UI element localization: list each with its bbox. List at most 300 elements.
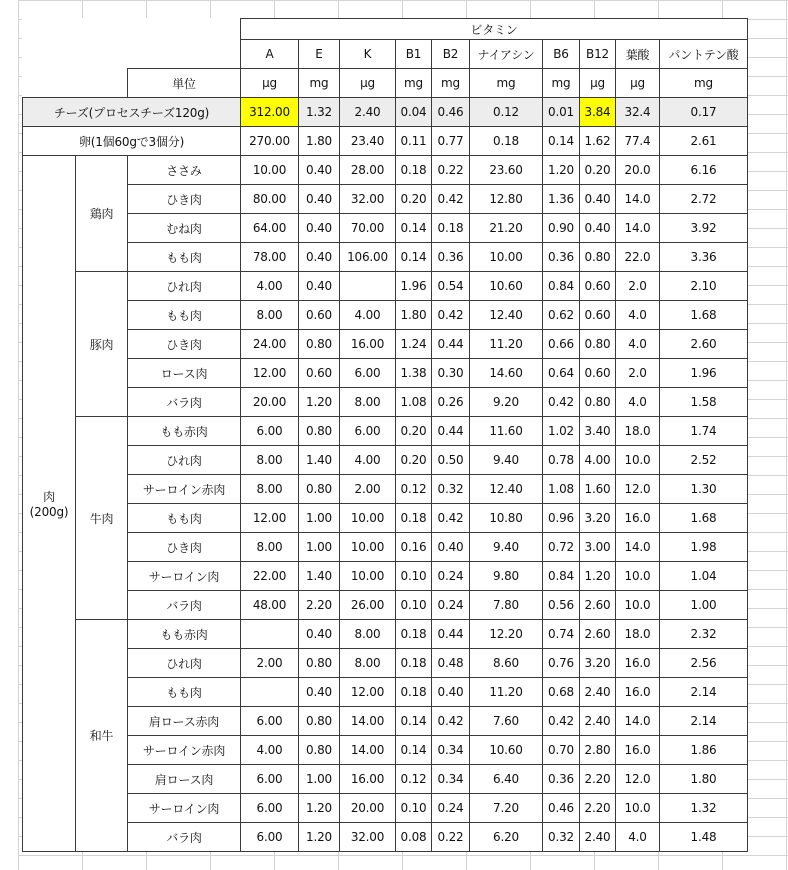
value-cell-1-2-4[interactable]: 0.44 [432, 330, 470, 359]
column-header-1[interactable]: E [299, 40, 340, 69]
value-cell-3-1-1[interactable]: 0.80 [299, 649, 340, 678]
value-cell-cheese-3[interactable]: 0.04 [396, 98, 432, 127]
value-cell-3-6-0[interactable]: 6.00 [241, 794, 299, 823]
value-cell-2-4-5[interactable]: 9.40 [470, 533, 543, 562]
value-cell-2-3-8[interactable]: 16.0 [616, 504, 660, 533]
value-cell-2-3-5[interactable]: 10.80 [470, 504, 543, 533]
value-cell-3-4-0[interactable]: 4.00 [241, 736, 299, 765]
value-cell-1-1-9[interactable]: 1.68 [660, 301, 748, 330]
value-cell-2-2-0[interactable]: 8.00 [241, 475, 299, 504]
value-cell-2-5-5[interactable]: 9.80 [470, 562, 543, 591]
value-cell-3-5-9[interactable]: 1.80 [660, 765, 748, 794]
value-cell-3-4-1[interactable]: 0.80 [299, 736, 340, 765]
value-cell-cheese-7[interactable]: 3.84 [580, 98, 616, 127]
value-cell-2-5-7[interactable]: 1.20 [580, 562, 616, 591]
unit-cell-0[interactable]: μg [241, 69, 299, 98]
value-cell-1-3-7[interactable]: 0.60 [580, 359, 616, 388]
value-cell-2-4-1[interactable]: 1.00 [299, 533, 340, 562]
value-cell-2-4-0[interactable]: 8.00 [241, 533, 299, 562]
value-cell-3-2-5[interactable]: 11.20 [470, 678, 543, 707]
value-cell-2-0-2[interactable]: 6.00 [340, 417, 396, 446]
value-cell-3-0-2[interactable]: 8.00 [340, 620, 396, 649]
value-cell-3-7-5[interactable]: 6.20 [470, 823, 543, 852]
value-cell-0-0-2[interactable]: 28.00 [340, 156, 396, 185]
value-cell-3-3-1[interactable]: 0.80 [299, 707, 340, 736]
value-cell-0-2-5[interactable]: 21.20 [470, 214, 543, 243]
value-cell-2-0-1[interactable]: 0.80 [299, 417, 340, 446]
value-cell-1-4-3[interactable]: 1.08 [396, 388, 432, 417]
column-header-0[interactable]: A [241, 40, 299, 69]
value-cell-2-6-9[interactable]: 1.00 [660, 591, 748, 620]
value-cell-3-3-6[interactable]: 0.42 [543, 707, 580, 736]
value-cell-egg-9[interactable]: 2.61 [660, 127, 748, 156]
value-cell-3-5-4[interactable]: 0.34 [432, 765, 470, 794]
value-cell-3-2-9[interactable]: 2.14 [660, 678, 748, 707]
value-cell-egg-1[interactable]: 1.80 [299, 127, 340, 156]
value-cell-3-4-2[interactable]: 14.00 [340, 736, 396, 765]
value-cell-1-4-5[interactable]: 9.20 [470, 388, 543, 417]
value-cell-3-6-6[interactable]: 0.46 [543, 794, 580, 823]
column-header-8[interactable]: 葉酸 [616, 40, 660, 69]
unit-cell-2[interactable]: μg [340, 69, 396, 98]
value-cell-2-5-9[interactable]: 1.04 [660, 562, 748, 591]
value-cell-1-2-7[interactable]: 0.80 [580, 330, 616, 359]
value-cell-2-3-3[interactable]: 0.18 [396, 504, 432, 533]
value-cell-2-5-6[interactable]: 0.84 [543, 562, 580, 591]
value-cell-3-4-5[interactable]: 10.60 [470, 736, 543, 765]
row-label-1-1[interactable]: もも肉 [128, 301, 241, 330]
value-cell-3-1-7[interactable]: 3.20 [580, 649, 616, 678]
value-cell-2-3-4[interactable]: 0.42 [432, 504, 470, 533]
row-label-3-0[interactable]: もも赤肉 [128, 620, 241, 649]
value-cell-1-1-1[interactable]: 0.60 [299, 301, 340, 330]
unit-cell-7[interactable]: μg [580, 69, 616, 98]
value-cell-2-2-2[interactable]: 2.00 [340, 475, 396, 504]
value-cell-2-1-9[interactable]: 2.52 [660, 446, 748, 475]
value-cell-2-3-1[interactable]: 1.00 [299, 504, 340, 533]
value-cell-0-2-2[interactable]: 70.00 [340, 214, 396, 243]
value-cell-egg-2[interactable]: 23.40 [340, 127, 396, 156]
row-label-1-4[interactable]: バラ肉 [128, 388, 241, 417]
value-cell-egg-5[interactable]: 0.18 [470, 127, 543, 156]
value-cell-3-2-7[interactable]: 2.40 [580, 678, 616, 707]
value-cell-2-4-4[interactable]: 0.40 [432, 533, 470, 562]
value-cell-egg-0[interactable]: 270.00 [241, 127, 299, 156]
column-header-9[interactable]: パントテン酸 [660, 40, 748, 69]
value-cell-2-4-3[interactable]: 0.16 [396, 533, 432, 562]
value-cell-3-4-9[interactable]: 1.86 [660, 736, 748, 765]
value-cell-3-5-6[interactable]: 0.36 [543, 765, 580, 794]
value-cell-3-5-8[interactable]: 12.0 [616, 765, 660, 794]
value-cell-3-6-2[interactable]: 20.00 [340, 794, 396, 823]
value-cell-0-1-7[interactable]: 0.40 [580, 185, 616, 214]
value-cell-1-0-8[interactable]: 2.0 [616, 272, 660, 301]
value-cell-2-6-5[interactable]: 7.80 [470, 591, 543, 620]
value-cell-1-3-6[interactable]: 0.64 [543, 359, 580, 388]
value-cell-1-0-7[interactable]: 0.60 [580, 272, 616, 301]
value-cell-1-2-8[interactable]: 4.0 [616, 330, 660, 359]
unit-cell-1[interactable]: mg [299, 69, 340, 98]
value-cell-2-1-8[interactable]: 10.0 [616, 446, 660, 475]
row-label-2-4[interactable]: ひき肉 [128, 533, 241, 562]
value-cell-2-4-6[interactable]: 0.72 [543, 533, 580, 562]
row-label-0-0[interactable]: ささみ [128, 156, 241, 185]
value-cell-3-5-3[interactable]: 0.12 [396, 765, 432, 794]
value-cell-1-0-5[interactable]: 10.60 [470, 272, 543, 301]
value-cell-3-6-7[interactable]: 2.20 [580, 794, 616, 823]
value-cell-3-2-6[interactable]: 0.68 [543, 678, 580, 707]
value-cell-0-1-3[interactable]: 0.20 [396, 185, 432, 214]
value-cell-2-0-6[interactable]: 1.02 [543, 417, 580, 446]
value-cell-1-4-8[interactable]: 4.0 [616, 388, 660, 417]
value-cell-1-2-6[interactable]: 0.66 [543, 330, 580, 359]
value-cell-1-1-6[interactable]: 0.62 [543, 301, 580, 330]
value-cell-2-1-3[interactable]: 0.20 [396, 446, 432, 475]
value-cell-3-3-3[interactable]: 0.14 [396, 707, 432, 736]
value-cell-2-2-9[interactable]: 1.30 [660, 475, 748, 504]
value-cell-0-2-1[interactable]: 0.40 [299, 214, 340, 243]
value-cell-3-5-5[interactable]: 6.40 [470, 765, 543, 794]
value-cell-2-2-5[interactable]: 12.40 [470, 475, 543, 504]
value-cell-1-1-7[interactable]: 0.60 [580, 301, 616, 330]
value-cell-1-0-4[interactable]: 0.54 [432, 272, 470, 301]
value-cell-0-0-1[interactable]: 0.40 [299, 156, 340, 185]
value-cell-2-1-5[interactable]: 9.40 [470, 446, 543, 475]
value-cell-0-3-2[interactable]: 106.00 [340, 243, 396, 272]
value-cell-0-1-9[interactable]: 2.72 [660, 185, 748, 214]
value-cell-3-0-6[interactable]: 0.74 [543, 620, 580, 649]
value-cell-cheese-5[interactable]: 0.12 [470, 98, 543, 127]
value-cell-1-1-4[interactable]: 0.42 [432, 301, 470, 330]
value-cell-0-3-6[interactable]: 0.36 [543, 243, 580, 272]
unit-cell-6[interactable]: mg [543, 69, 580, 98]
value-cell-0-3-3[interactable]: 0.14 [396, 243, 432, 272]
value-cell-2-0-9[interactable]: 1.74 [660, 417, 748, 446]
value-cell-3-3-9[interactable]: 2.14 [660, 707, 748, 736]
value-cell-1-4-1[interactable]: 1.20 [299, 388, 340, 417]
value-cell-0-3-9[interactable]: 3.36 [660, 243, 748, 272]
column-header-6[interactable]: B6 [543, 40, 580, 69]
row-label-3-7[interactable]: バラ肉 [128, 823, 241, 852]
value-cell-0-3-7[interactable]: 0.80 [580, 243, 616, 272]
row-label-2-5[interactable]: サーロイン肉 [128, 562, 241, 591]
value-cell-2-3-2[interactable]: 10.00 [340, 504, 396, 533]
value-cell-1-0-2[interactable] [340, 272, 396, 301]
value-cell-1-0-0[interactable]: 4.00 [241, 272, 299, 301]
value-cell-3-0-4[interactable]: 0.44 [432, 620, 470, 649]
value-cell-1-0-3[interactable]: 1.96 [396, 272, 432, 301]
value-cell-2-0-8[interactable]: 18.0 [616, 417, 660, 446]
value-cell-3-0-0[interactable] [241, 620, 299, 649]
value-cell-cheese-4[interactable]: 0.46 [432, 98, 470, 127]
value-cell-3-2-4[interactable]: 0.40 [432, 678, 470, 707]
value-cell-cheese-2[interactable]: 2.40 [340, 98, 396, 127]
value-cell-3-7-0[interactable]: 6.00 [241, 823, 299, 852]
value-cell-3-4-3[interactable]: 0.14 [396, 736, 432, 765]
value-cell-0-2-7[interactable]: 0.40 [580, 214, 616, 243]
value-cell-3-4-6[interactable]: 0.70 [543, 736, 580, 765]
value-cell-1-0-9[interactable]: 2.10 [660, 272, 748, 301]
value-cell-1-0-1[interactable]: 0.40 [299, 272, 340, 301]
value-cell-cheese-8[interactable]: 32.4 [616, 98, 660, 127]
value-cell-1-1-5[interactable]: 12.40 [470, 301, 543, 330]
value-cell-3-4-7[interactable]: 2.80 [580, 736, 616, 765]
value-cell-2-5-2[interactable]: 10.00 [340, 562, 396, 591]
value-cell-1-1-3[interactable]: 1.80 [396, 301, 432, 330]
value-cell-2-5-8[interactable]: 10.0 [616, 562, 660, 591]
row-label-3-3[interactable]: 肩ロース赤肉 [128, 707, 241, 736]
value-cell-2-3-7[interactable]: 3.20 [580, 504, 616, 533]
value-cell-3-2-2[interactable]: 12.00 [340, 678, 396, 707]
value-cell-2-5-1[interactable]: 1.40 [299, 562, 340, 591]
value-cell-1-4-2[interactable]: 8.00 [340, 388, 396, 417]
value-cell-2-5-0[interactable]: 22.00 [241, 562, 299, 591]
row-label-2-3[interactable]: もも肉 [128, 504, 241, 533]
meat-category-cell[interactable] [23, 156, 76, 852]
value-cell-cheese-9[interactable]: 0.17 [660, 98, 748, 127]
unit-label[interactable]: 単位 [128, 69, 241, 98]
value-cell-3-5-7[interactable]: 2.20 [580, 765, 616, 794]
value-cell-0-0-7[interactable]: 0.20 [580, 156, 616, 185]
value-cell-2-5-4[interactable]: 0.24 [432, 562, 470, 591]
value-cell-1-4-4[interactable]: 0.26 [432, 388, 470, 417]
value-cell-3-6-5[interactable]: 7.20 [470, 794, 543, 823]
column-header-4[interactable]: B2 [432, 40, 470, 69]
value-cell-1-3-8[interactable]: 2.0 [616, 359, 660, 388]
value-cell-3-0-5[interactable]: 12.20 [470, 620, 543, 649]
value-cell-3-7-2[interactable]: 32.00 [340, 823, 396, 852]
value-cell-2-6-8[interactable]: 10.0 [616, 591, 660, 620]
value-cell-3-2-1[interactable]: 0.40 [299, 678, 340, 707]
value-cell-1-3-1[interactable]: 0.60 [299, 359, 340, 388]
value-cell-2-0-0[interactable]: 6.00 [241, 417, 299, 446]
value-cell-1-3-3[interactable]: 1.38 [396, 359, 432, 388]
row-label-3-5[interactable]: 肩ロース肉 [128, 765, 241, 794]
value-cell-1-4-6[interactable]: 0.42 [543, 388, 580, 417]
value-cell-egg-4[interactable]: 0.77 [432, 127, 470, 156]
value-cell-3-5-1[interactable]: 1.00 [299, 765, 340, 794]
value-cell-1-4-9[interactable]: 1.58 [660, 388, 748, 417]
row-label-3-2[interactable]: もも肉 [128, 678, 241, 707]
value-cell-2-3-6[interactable]: 0.96 [543, 504, 580, 533]
value-cell-1-3-0[interactable]: 12.00 [241, 359, 299, 388]
unit-cell-5[interactable]: mg [470, 69, 543, 98]
value-cell-1-2-0[interactable]: 24.00 [241, 330, 299, 359]
value-cell-1-2-5[interactable]: 11.20 [470, 330, 543, 359]
value-cell-egg-8[interactable]: 77.4 [616, 127, 660, 156]
value-cell-1-0-6[interactable]: 0.84 [543, 272, 580, 301]
value-cell-2-4-8[interactable]: 14.0 [616, 533, 660, 562]
value-cell-cheese-0[interactable]: 312.00 [241, 98, 299, 127]
value-cell-3-2-8[interactable]: 16.0 [616, 678, 660, 707]
row-label-2-2[interactable]: サーロイン赤肉 [128, 475, 241, 504]
row-label-0-3[interactable]: もも肉 [128, 243, 241, 272]
value-cell-1-1-0[interactable]: 8.00 [241, 301, 299, 330]
value-cell-3-1-6[interactable]: 0.76 [543, 649, 580, 678]
value-cell-egg-3[interactable]: 0.11 [396, 127, 432, 156]
value-cell-2-6-4[interactable]: 0.24 [432, 591, 470, 620]
value-cell-3-3-5[interactable]: 7.60 [470, 707, 543, 736]
value-cell-0-1-2[interactable]: 32.00 [340, 185, 396, 214]
value-cell-2-1-1[interactable]: 1.40 [299, 446, 340, 475]
unit-cell-4[interactable]: mg [432, 69, 470, 98]
value-cell-2-4-2[interactable]: 10.00 [340, 533, 396, 562]
value-cell-1-2-9[interactable]: 2.60 [660, 330, 748, 359]
row-label-1-0[interactable]: ひれ肉 [128, 272, 241, 301]
value-cell-3-7-3[interactable]: 0.08 [396, 823, 432, 852]
value-cell-2-4-7[interactable]: 3.00 [580, 533, 616, 562]
value-cell-3-1-5[interactable]: 8.60 [470, 649, 543, 678]
value-cell-0-1-4[interactable]: 0.42 [432, 185, 470, 214]
value-cell-3-1-8[interactable]: 16.0 [616, 649, 660, 678]
column-header-7[interactable]: B12 [580, 40, 616, 69]
value-cell-0-1-6[interactable]: 1.36 [543, 185, 580, 214]
value-cell-3-7-7[interactable]: 2.40 [580, 823, 616, 852]
value-cell-1-2-1[interactable]: 0.80 [299, 330, 340, 359]
value-cell-0-1-5[interactable]: 12.80 [470, 185, 543, 214]
row-label-egg[interactable]: 卵(1個60gで3個分) [23, 127, 241, 156]
column-header-5[interactable]: ナイアシン [470, 40, 543, 69]
value-cell-3-1-4[interactable]: 0.48 [432, 649, 470, 678]
value-cell-3-7-4[interactable]: 0.22 [432, 823, 470, 852]
value-cell-3-1-3[interactable]: 0.18 [396, 649, 432, 678]
value-cell-0-0-5[interactable]: 23.60 [470, 156, 543, 185]
meat-group-0[interactable]: 鶏肉 [76, 156, 128, 272]
value-cell-cheese-1[interactable]: 1.32 [299, 98, 340, 127]
row-label-3-1[interactable]: ひれ肉 [128, 649, 241, 678]
value-cell-3-0-3[interactable]: 0.18 [396, 620, 432, 649]
value-cell-0-2-4[interactable]: 0.18 [432, 214, 470, 243]
value-cell-2-6-6[interactable]: 0.56 [543, 591, 580, 620]
value-cell-2-2-7[interactable]: 1.60 [580, 475, 616, 504]
value-cell-2-6-7[interactable]: 2.60 [580, 591, 616, 620]
value-cell-1-3-9[interactable]: 1.96 [660, 359, 748, 388]
vitamin-group-header[interactable]: ビタミン [241, 19, 748, 40]
unit-cell-3[interactable]: mg [396, 69, 432, 98]
meat-group-3[interactable]: 和牛 [76, 620, 128, 852]
value-cell-3-1-2[interactable]: 8.00 [340, 649, 396, 678]
value-cell-2-2-3[interactable]: 0.12 [396, 475, 432, 504]
value-cell-3-4-8[interactable]: 16.0 [616, 736, 660, 765]
value-cell-2-2-6[interactable]: 1.08 [543, 475, 580, 504]
unit-cell-8[interactable]: μg [616, 69, 660, 98]
row-label-0-2[interactable]: むね肉 [128, 214, 241, 243]
value-cell-egg-6[interactable]: 0.14 [543, 127, 580, 156]
value-cell-3-6-4[interactable]: 0.24 [432, 794, 470, 823]
value-cell-0-1-8[interactable]: 14.0 [616, 185, 660, 214]
value-cell-2-0-5[interactable]: 11.60 [470, 417, 543, 446]
value-cell-2-1-4[interactable]: 0.50 [432, 446, 470, 475]
value-cell-0-3-0[interactable]: 78.00 [241, 243, 299, 272]
value-cell-3-2-3[interactable]: 0.18 [396, 678, 432, 707]
value-cell-3-6-9[interactable]: 1.32 [660, 794, 748, 823]
value-cell-egg-7[interactable]: 1.62 [580, 127, 616, 156]
value-cell-3-0-9[interactable]: 2.32 [660, 620, 748, 649]
value-cell-0-2-6[interactable]: 0.90 [543, 214, 580, 243]
value-cell-0-0-9[interactable]: 6.16 [660, 156, 748, 185]
value-cell-2-0-7[interactable]: 3.40 [580, 417, 616, 446]
value-cell-2-1-0[interactable]: 8.00 [241, 446, 299, 475]
value-cell-3-5-0[interactable]: 6.00 [241, 765, 299, 794]
value-cell-1-4-0[interactable]: 20.00 [241, 388, 299, 417]
value-cell-2-2-4[interactable]: 0.32 [432, 475, 470, 504]
value-cell-3-0-8[interactable]: 18.0 [616, 620, 660, 649]
value-cell-2-0-4[interactable]: 0.44 [432, 417, 470, 446]
value-cell-2-3-0[interactable]: 12.00 [241, 504, 299, 533]
value-cell-0-2-3[interactable]: 0.14 [396, 214, 432, 243]
value-cell-2-2-8[interactable]: 12.0 [616, 475, 660, 504]
row-label-cheese[interactable]: チーズ(プロセスチーズ120g) [23, 98, 241, 127]
value-cell-3-3-4[interactable]: 0.42 [432, 707, 470, 736]
value-cell-3-2-0[interactable] [241, 678, 299, 707]
value-cell-0-0-0[interactable]: 10.00 [241, 156, 299, 185]
value-cell-3-4-4[interactable]: 0.34 [432, 736, 470, 765]
value-cell-3-0-7[interactable]: 2.60 [580, 620, 616, 649]
value-cell-2-2-1[interactable]: 0.80 [299, 475, 340, 504]
value-cell-0-0-6[interactable]: 1.20 [543, 156, 580, 185]
value-cell-0-1-0[interactable]: 80.00 [241, 185, 299, 214]
row-label-3-4[interactable]: サーロイン赤肉 [128, 736, 241, 765]
value-cell-0-0-3[interactable]: 0.18 [396, 156, 432, 185]
value-cell-2-1-7[interactable]: 4.00 [580, 446, 616, 475]
value-cell-0-2-0[interactable]: 64.00 [241, 214, 299, 243]
value-cell-1-3-4[interactable]: 0.30 [432, 359, 470, 388]
value-cell-1-3-5[interactable]: 14.60 [470, 359, 543, 388]
value-cell-2-6-3[interactable]: 0.10 [396, 591, 432, 620]
value-cell-0-3-4[interactable]: 0.36 [432, 243, 470, 272]
value-cell-1-1-2[interactable]: 4.00 [340, 301, 396, 330]
column-header-3[interactable]: B1 [396, 40, 432, 69]
row-label-2-1[interactable]: ひれ肉 [128, 446, 241, 475]
column-header-2[interactable]: K [340, 40, 396, 69]
value-cell-1-2-2[interactable]: 16.00 [340, 330, 396, 359]
row-label-1-2[interactable]: ひき肉 [128, 330, 241, 359]
value-cell-3-3-2[interactable]: 14.00 [340, 707, 396, 736]
value-cell-3-3-8[interactable]: 14.0 [616, 707, 660, 736]
value-cell-3-7-8[interactable]: 4.0 [616, 823, 660, 852]
value-cell-2-4-9[interactable]: 1.98 [660, 533, 748, 562]
value-cell-3-3-7[interactable]: 2.40 [580, 707, 616, 736]
value-cell-0-0-4[interactable]: 0.22 [432, 156, 470, 185]
value-cell-0-3-5[interactable]: 10.00 [470, 243, 543, 272]
value-cell-2-3-9[interactable]: 1.68 [660, 504, 748, 533]
value-cell-3-6-8[interactable]: 10.0 [616, 794, 660, 823]
value-cell-3-3-0[interactable]: 6.00 [241, 707, 299, 736]
value-cell-0-3-8[interactable]: 22.0 [616, 243, 660, 272]
value-cell-2-1-2[interactable]: 4.00 [340, 446, 396, 475]
value-cell-1-4-7[interactable]: 0.80 [580, 388, 616, 417]
value-cell-2-1-6[interactable]: 0.78 [543, 446, 580, 475]
value-cell-2-6-2[interactable]: 26.00 [340, 591, 396, 620]
unit-cell-9[interactable]: mg [660, 69, 748, 98]
value-cell-3-7-6[interactable]: 0.32 [543, 823, 580, 852]
value-cell-2-6-1[interactable]: 2.20 [299, 591, 340, 620]
row-label-2-0[interactable]: もも赤肉 [128, 417, 241, 446]
value-cell-2-6-0[interactable]: 48.00 [241, 591, 299, 620]
value-cell-3-1-9[interactable]: 2.56 [660, 649, 748, 678]
meat-group-1[interactable]: 豚肉 [76, 272, 128, 417]
value-cell-3-0-1[interactable]: 0.40 [299, 620, 340, 649]
value-cell-2-0-3[interactable]: 0.20 [396, 417, 432, 446]
value-cell-0-2-9[interactable]: 3.92 [660, 214, 748, 243]
value-cell-1-1-8[interactable]: 4.0 [616, 301, 660, 330]
value-cell-1-2-3[interactable]: 1.24 [396, 330, 432, 359]
value-cell-0-1-1[interactable]: 0.40 [299, 185, 340, 214]
value-cell-cheese-6[interactable]: 0.01 [543, 98, 580, 127]
row-label-0-1[interactable]: ひき肉 [128, 185, 241, 214]
value-cell-0-2-8[interactable]: 14.0 [616, 214, 660, 243]
row-label-2-6[interactable]: バラ肉 [128, 591, 241, 620]
